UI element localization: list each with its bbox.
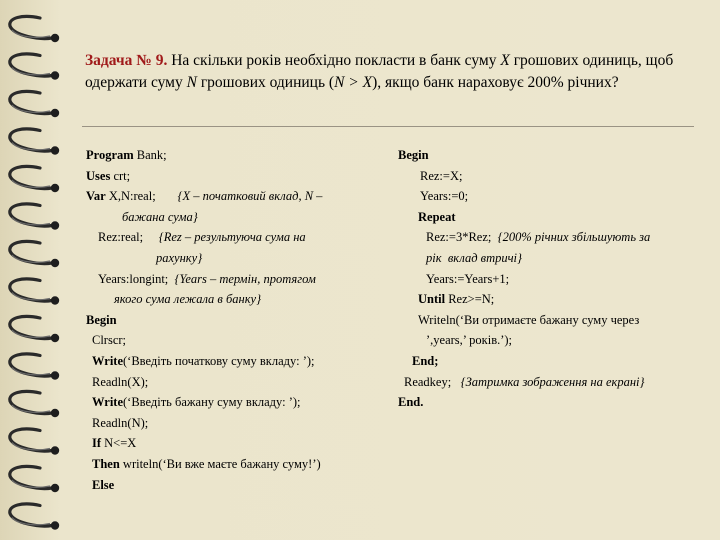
- code-column-left: [86, 145, 322, 495]
- code-line: [86, 372, 322, 393]
- spiral-ring: [10, 241, 59, 267]
- code-line: [86, 392, 322, 413]
- code-line: [86, 269, 322, 290]
- spiral-ring: [10, 129, 59, 155]
- code-line: [398, 330, 650, 351]
- code-line: [398, 310, 650, 331]
- spiral-ring: [10, 16, 59, 42]
- code-text: crt;: [110, 168, 131, 183]
- code-comment: {Years – термін, протягом: [174, 271, 316, 286]
- code-comment: {Затримка зображення на екрані}: [460, 374, 645, 389]
- code-line: [398, 207, 650, 228]
- task-label: Задача № 9.: [85, 52, 168, 69]
- code-keyword: Uses: [86, 168, 111, 183]
- code-text: N<=X: [101, 436, 137, 451]
- spiral-ring: [10, 204, 59, 230]
- spiral-ring: [10, 166, 59, 192]
- spiral-ring: [10, 354, 59, 380]
- code-line: [86, 310, 322, 331]
- code-line: [86, 166, 322, 187]
- code-keyword: Then: [92, 456, 120, 471]
- code-text: Clrscr;: [92, 333, 127, 348]
- code-line: [398, 248, 650, 269]
- divider: [82, 126, 694, 127]
- code-text: Rez:real;: [98, 230, 159, 245]
- code-line: [398, 372, 650, 393]
- code-comment: {200% річних збільшують за: [497, 230, 651, 245]
- code-text: Readln(X);: [92, 374, 149, 389]
- spiral-ring: [10, 316, 59, 342]
- code-line: [398, 186, 650, 207]
- code-text: Rez:=X;: [420, 168, 463, 183]
- code-line: [86, 248, 322, 269]
- code-text: writeln(‘Ви вже маєте бажану суму!’): [119, 456, 321, 471]
- code-line: [398, 289, 650, 310]
- spiral-ring: [10, 504, 59, 530]
- spiral-ring: [10, 466, 59, 492]
- code-line: [86, 454, 322, 475]
- code-text: Years:=Years+1;: [426, 271, 510, 286]
- code-line: [86, 289, 322, 310]
- task-text-part: X: [500, 52, 510, 69]
- spiral-ring: [10, 279, 59, 305]
- code-comment: {X – початковий вклад, N –: [177, 189, 323, 204]
- code-text: Rez:=3*Rez;: [426, 230, 498, 245]
- code-text: Years:longint;: [98, 271, 175, 286]
- code-line: [398, 166, 650, 187]
- code-comment: бажана сума}: [122, 209, 198, 224]
- code-text: (‘Введіть початкову суму вкладу: ’);: [123, 353, 315, 368]
- code-text: Readln(N);: [92, 415, 149, 430]
- spiral-ring: [10, 91, 59, 117]
- code-keyword: Else: [92, 477, 115, 492]
- code-comment: рахунку}: [156, 250, 203, 265]
- code-keyword: Begin: [398, 148, 429, 162]
- code-keyword: Until: [418, 292, 446, 307]
- task-text-part: грошових одиниць (: [196, 74, 335, 91]
- spiral-ring: [10, 391, 59, 417]
- task-statement: [85, 50, 695, 94]
- code-text: Readkey;: [404, 374, 461, 389]
- spiral-ring: [10, 429, 59, 455]
- code-line: [86, 351, 322, 372]
- code-column-right: [398, 145, 650, 413]
- code-line: [86, 413, 322, 434]
- code-line: [398, 392, 650, 413]
- code-line: [86, 475, 322, 496]
- code-keyword: If: [92, 436, 102, 451]
- code-line: [398, 227, 650, 248]
- code-line: [86, 433, 322, 454]
- code-line: [86, 145, 322, 166]
- code-text: Years:=0;: [420, 189, 469, 204]
- code-line: [86, 186, 322, 207]
- code-text: (‘Введіть бажану суму вкладу: ’);: [123, 395, 301, 410]
- code-line: [86, 227, 322, 248]
- code-keyword: End.: [398, 395, 424, 410]
- spiral-binding-decoration: [0, 0, 70, 540]
- code-line: [86, 330, 322, 351]
- code-keyword: End;: [412, 353, 439, 368]
- code-keyword: Write: [92, 395, 124, 410]
- spiral-ring: [10, 54, 59, 80]
- code-comment: {Rez – результуюча сума на: [158, 230, 306, 245]
- code-line: [86, 207, 322, 228]
- code-text: ’,years,’ років.’);: [426, 333, 513, 348]
- code-keyword: Begin: [86, 312, 117, 327]
- code-comment: рік вклад втричі}: [426, 250, 523, 265]
- task-text-part: N > X: [334, 74, 373, 91]
- code-line: [398, 145, 650, 166]
- code-keyword: Program: [86, 148, 134, 162]
- code-text: Rez>=N;: [445, 292, 495, 307]
- code-text: Writeln(‘Ви отримаєте бажану суму через: [418, 312, 640, 327]
- code-text: X,N:real;: [105, 189, 178, 204]
- code-keyword: Write: [92, 353, 124, 368]
- code-line: [398, 269, 650, 290]
- task-text-part: ), якщо банк нараховує 200% річних?: [372, 74, 619, 91]
- code-keyword: Repeat: [418, 209, 456, 224]
- code-text: Bank;: [133, 148, 167, 162]
- code-comment: якого сума лежала в банку}: [114, 292, 262, 307]
- code-keyword: Var: [86, 189, 106, 204]
- code-line: [398, 351, 650, 372]
- task-text: [85, 52, 677, 91]
- task-text-part: N: [186, 74, 197, 91]
- task-text-part: грошових одиниць, щоб одержати суму: [85, 52, 678, 91]
- task-text-part: На скільки років необхідно покласти в банк суму: [167, 52, 501, 69]
